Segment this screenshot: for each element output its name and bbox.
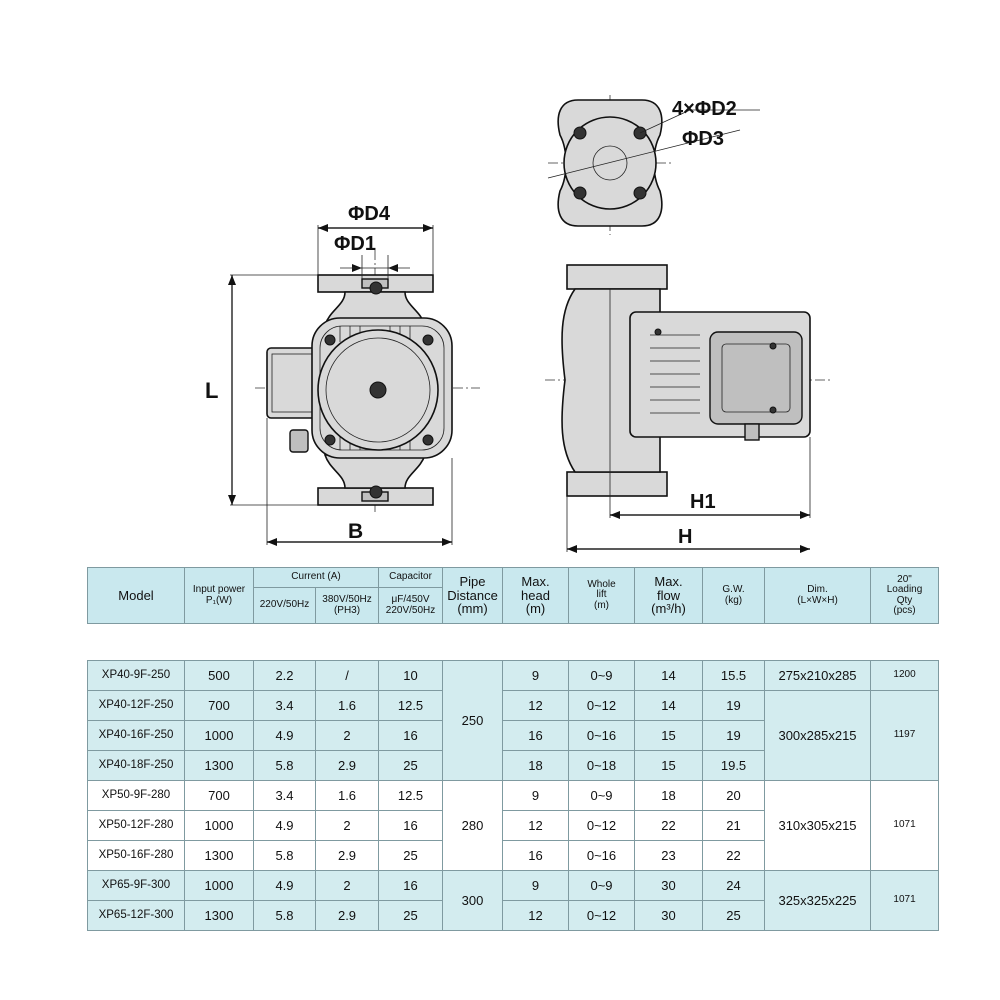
cell-flow: 15 — [635, 751, 703, 781]
cell-gw: 21 — [703, 811, 765, 841]
table-row — [88, 781, 939, 811]
cell-flow: 22 — [635, 811, 703, 841]
header-whole-lift: Whole lift (m) — [569, 568, 635, 624]
cell-head: 16 — [503, 721, 569, 751]
cell-power: 500 — [185, 661, 254, 691]
dim-label-h: H — [678, 526, 693, 548]
header-max-head: Max. head (m) — [503, 568, 569, 624]
cell-current-220: 5.8 — [254, 751, 316, 781]
cell-capacitor: 25 — [379, 751, 443, 781]
cell-lift: 0~18 — [569, 751, 635, 781]
header-current-220v: 220V/50Hz — [254, 588, 316, 624]
cell-lift: 0~9 — [569, 781, 635, 811]
table-spacer — [88, 624, 939, 661]
cell-current-220: 5.8 — [254, 841, 316, 871]
cell-current-220: 2.2 — [254, 661, 316, 691]
cell-qty: 1071 — [871, 871, 939, 931]
cell-lift: 0~12 — [569, 901, 635, 931]
cell-current-220: 4.9 — [254, 721, 316, 751]
cell-gw: 22 — [703, 841, 765, 871]
cell-current-220: 3.4 — [254, 781, 316, 811]
table-row — [88, 691, 939, 721]
cell-head: 12 — [503, 691, 569, 721]
header-capacitor: Capacitor — [379, 568, 443, 588]
cell-capacitor: 25 — [379, 901, 443, 931]
cell-current-380: 2.9 — [316, 751, 379, 781]
front-view — [205, 203, 480, 546]
cell-model: XP65-9F-300 — [88, 871, 185, 901]
cell-head: 12 — [503, 811, 569, 841]
cell-dim: 310x305x215 — [765, 781, 871, 871]
cell-current-380: 2.9 — [316, 841, 379, 871]
cell-lift: 0~12 — [569, 811, 635, 841]
cell-power: 1300 — [185, 841, 254, 871]
cell-power: 1300 — [185, 901, 254, 931]
dim-label-d1: ΦD1 — [334, 233, 376, 255]
cell-lift: 0~9 — [569, 871, 635, 901]
cell-model: XP50-12F-280 — [88, 811, 185, 841]
cell-dim: 325x325x225 — [765, 871, 871, 931]
dim-label-b: B — [348, 520, 364, 543]
dim-label-d2: 4×ΦD2 — [672, 98, 737, 120]
cell-model: XP50-9F-280 — [88, 781, 185, 811]
cell-gw: 15.5 — [703, 661, 765, 691]
cell-flow: 30 — [635, 871, 703, 901]
cell-pipe-distance: 280 — [443, 781, 503, 871]
cell-flow: 23 — [635, 841, 703, 871]
header-capacitor-sub: μF/450V 220V/50Hz — [379, 588, 443, 624]
cell-capacitor: 12.5 — [379, 781, 443, 811]
cell-current-220: 3.4 — [254, 691, 316, 721]
cell-current-220: 4.9 — [254, 871, 316, 901]
cell-current-380: 2 — [316, 811, 379, 841]
dim-label-l: L — [205, 378, 219, 403]
cell-capacitor: 16 — [379, 871, 443, 901]
cell-current-220: 5.8 — [254, 901, 316, 931]
header-dim: Dim. (L×W×H) — [765, 568, 871, 624]
cell-head: 9 — [503, 871, 569, 901]
header-model: Model — [88, 568, 185, 624]
cell-gw: 20 — [703, 781, 765, 811]
cell-lift: 0~9 — [569, 661, 635, 691]
cell-qty: 1200 — [871, 661, 939, 691]
dim-label-d4: ΦD4 — [348, 203, 390, 225]
cell-pipe-distance: 250 — [443, 661, 503, 781]
cell-power: 1000 — [185, 811, 254, 841]
cell-model: XP40-12F-250 — [88, 691, 185, 721]
cell-flow: 14 — [635, 661, 703, 691]
cell-flow: 18 — [635, 781, 703, 811]
cell-dim: 275x210x285 — [765, 661, 871, 691]
cell-gw: 24 — [703, 871, 765, 901]
cell-head: 9 — [503, 661, 569, 691]
cell-head: 12 — [503, 901, 569, 931]
cell-dim: 300x285x215 — [765, 691, 871, 781]
flange-view — [548, 95, 760, 235]
cell-flow: 30 — [635, 901, 703, 931]
header-current-380v: 380V/50Hz (PH3) — [316, 588, 379, 624]
cell-power: 1000 — [185, 721, 254, 751]
header-gw: G.W. (kg) — [703, 568, 765, 624]
cell-flow: 15 — [635, 721, 703, 751]
cell-current-220: 4.9 — [254, 811, 316, 841]
spec-table — [87, 567, 938, 930]
table-row — [88, 661, 939, 691]
cell-current-380: 1.6 — [316, 691, 379, 721]
cell-power: 700 — [185, 781, 254, 811]
dim-label-d3: ΦD3 — [682, 128, 724, 150]
cell-capacitor: 25 — [379, 841, 443, 871]
cell-pipe-distance: 300 — [443, 871, 503, 931]
cell-model: XP40-9F-250 — [88, 661, 185, 691]
cell-power: 700 — [185, 691, 254, 721]
cell-gw: 19 — [703, 721, 765, 751]
cell-lift: 0~16 — [569, 841, 635, 871]
cell-capacitor: 12.5 — [379, 691, 443, 721]
cell-current-380: 2.9 — [316, 901, 379, 931]
cell-model: XP40-16F-250 — [88, 721, 185, 751]
cell-qty: 1071 — [871, 781, 939, 871]
header-max-flow: Max. flow (m³/h) — [635, 568, 703, 624]
cell-capacitor: 16 — [379, 811, 443, 841]
header-loading-qty: 20" Loading Qty (pcs) — [871, 568, 939, 624]
cell-flow: 14 — [635, 691, 703, 721]
header-pipe-distance: Pipe Distance (mm) — [443, 568, 503, 624]
cell-current-380: / — [316, 661, 379, 691]
cell-head: 18 — [503, 751, 569, 781]
cell-gw: 25 — [703, 901, 765, 931]
cell-head: 9 — [503, 781, 569, 811]
cell-capacitor: 16 — [379, 721, 443, 751]
cell-current-380: 2 — [316, 871, 379, 901]
header-input-power: Input power P₁(W) — [185, 568, 254, 624]
cell-current-380: 2 — [316, 721, 379, 751]
table-row — [88, 871, 939, 901]
side-view — [545, 265, 830, 553]
cell-power: 1000 — [185, 871, 254, 901]
cell-model: XP65-12F-300 — [88, 901, 185, 931]
cell-capacitor: 10 — [379, 661, 443, 691]
cell-lift: 0~16 — [569, 721, 635, 751]
header-current: Current (A) — [254, 568, 379, 588]
cell-lift: 0~12 — [569, 691, 635, 721]
cell-power: 1300 — [185, 751, 254, 781]
cell-current-380: 1.6 — [316, 781, 379, 811]
dim-label-h1: H1 — [690, 491, 716, 513]
cell-qty: 1197 — [871, 691, 939, 781]
cell-gw: 19.5 — [703, 751, 765, 781]
cell-model: XP50-16F-280 — [88, 841, 185, 871]
cell-head: 16 — [503, 841, 569, 871]
cell-model: XP40-18F-250 — [88, 751, 185, 781]
cell-gw: 19 — [703, 691, 765, 721]
